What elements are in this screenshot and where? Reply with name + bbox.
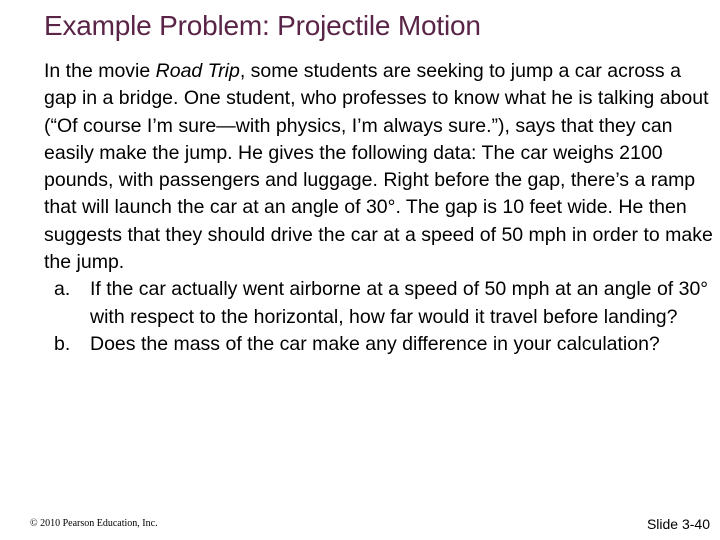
intro-rest: , some students are seeking to jump a car across a gap in a bridge. One student, who professes to know what he is talking about (“Of course I’m sure—with physics, I’m always sure.”), says that they can easily make the jump. He gives the following data: The car weighs 2100 pounds, with passengers and luggage. Right before the gap, there’s a ramp that will launch the car at an angle of 30°. The gap is 10 feet wide. He then suggests that they should drive the car at a speed of 50 mph in order to make the jump. bbox=[44, 60, 713, 274]
question-b bbox=[44, 331, 714, 358]
question-a-marker: a. bbox=[54, 278, 71, 301]
question-a-text: If the car actually went airborne at a speed of 50 mph at an angle of 30° with respect to the horizontal, how far would it travel before landing? bbox=[90, 278, 709, 328]
question-b-text: Does the mass of the car make any difference in your calculation? bbox=[90, 332, 660, 355]
slide-body bbox=[44, 58, 714, 358]
movie-title: Road Trip bbox=[155, 60, 240, 82]
question-a bbox=[44, 276, 714, 331]
copyright-notice: © 2010 Pearson Education, Inc. bbox=[30, 518, 158, 529]
problem-statement bbox=[44, 58, 714, 276]
intro-lead: In the movie bbox=[44, 60, 156, 82]
slide-title: Example Problem: Projectile Motion bbox=[44, 10, 481, 41]
question-b-marker: b. bbox=[54, 332, 71, 355]
slide-number: Slide 3-40 bbox=[646, 516, 710, 532]
